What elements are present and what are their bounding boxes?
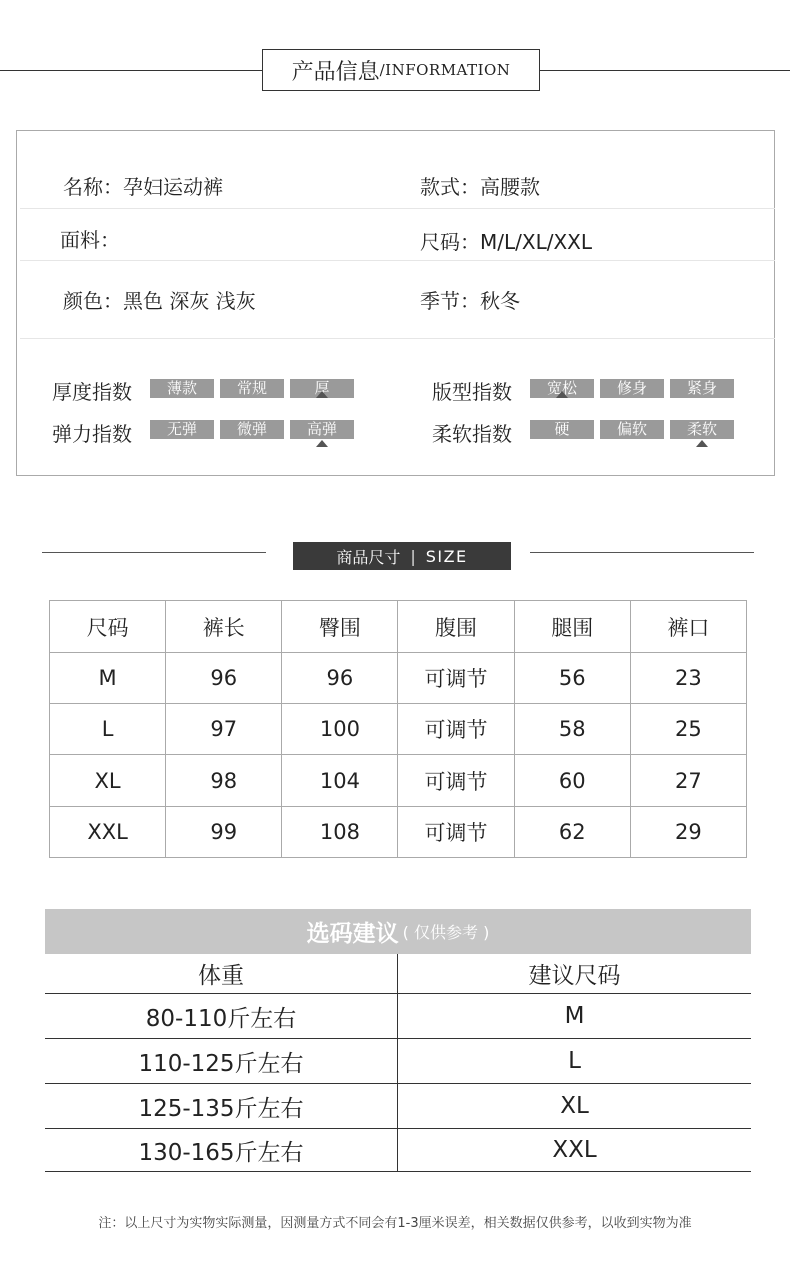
tag-fit-loose: 宽松 [530, 379, 594, 398]
table-cell: M [50, 653, 166, 704]
tag-softness-soft: 柔软 [670, 420, 734, 439]
table-cell: L [50, 704, 166, 755]
table-cell: 96 [282, 653, 398, 704]
size-title-separator: | [410, 546, 416, 566]
table-cell: 可调节 [398, 807, 514, 858]
rec-row [45, 1084, 751, 1129]
tag-elasticity-slight: 微弹 [220, 420, 284, 439]
rec-weight-cell: 110-125斤左右 [138, 1050, 304, 1077]
selected-indicator-icon [316, 391, 328, 398]
tag-elasticity-high: 高弹 [290, 420, 354, 439]
table-cell: 99 [166, 807, 282, 858]
field-size: 尺码：M/L/XL/XXL [420, 230, 593, 254]
rec-weight-cell: 80-110斤左右 [145, 1005, 297, 1032]
rec-column-divider [397, 954, 398, 1172]
size-section-title [293, 542, 511, 570]
rec-size-cell: XL [560, 1093, 589, 1119]
table-row [50, 653, 747, 704]
table-cell: 100 [282, 704, 398, 755]
table-cell: 98 [166, 755, 282, 807]
size-title-en: SIZE [425, 546, 468, 566]
field-fabric: 面料： [60, 228, 120, 252]
product-info-title-en: /INFORMATION [379, 61, 511, 79]
table-cell: XL [50, 755, 166, 807]
table-cell: 60 [514, 755, 630, 807]
table-cell: 97 [166, 704, 282, 755]
tag-softness-hard: 硬 [530, 420, 594, 439]
recommendation-title: 选码建议 [306, 921, 399, 947]
info-row-divider [20, 338, 775, 339]
tag-thickness-normal: 常规 [220, 379, 284, 398]
table-header-cell: 裤长 [166, 601, 282, 653]
rec-size-cell: L [568, 1048, 581, 1074]
table-cell: 23 [630, 653, 746, 704]
selected-indicator-icon [696, 440, 708, 447]
tag-elasticity-none: 无弹 [150, 420, 214, 439]
table-cell: 104 [282, 755, 398, 807]
index-label-softness: 柔软指数 [432, 422, 512, 446]
table-header-cell: 腿围 [514, 601, 630, 653]
index-label-fit: 版型指数 [432, 380, 512, 404]
field-color: 颜色：黑色 深灰 浅灰 [63, 289, 256, 313]
table-header-cell: 臀围 [282, 601, 398, 653]
size-rule-right [530, 552, 754, 553]
rec-row [45, 1129, 751, 1172]
index-label-elasticity: 弹力指数 [52, 422, 132, 446]
rec-header-size: 建议尺码 [528, 963, 621, 989]
table-header-cell: 尺码 [50, 601, 166, 653]
table-cell: 可调节 [398, 755, 514, 807]
rec-header-row [45, 954, 751, 994]
table-cell: 108 [282, 807, 398, 858]
table-cell: 62 [514, 807, 630, 858]
index-label-thickness: 厚度指数 [52, 380, 132, 404]
rec-size-cell: M [564, 1003, 585, 1029]
rec-size-cell: XXL [552, 1137, 597, 1163]
tag-thickness-thin: 薄款 [150, 379, 214, 398]
header-rule-left [0, 70, 262, 71]
table-row [50, 704, 747, 755]
field-name: 名称：孕妇运动裤 [63, 175, 223, 199]
rec-weight-cell: 130-165斤左右 [138, 1139, 304, 1166]
size-table [49, 600, 747, 858]
tag-thickness-thick: 厚 [290, 379, 354, 398]
product-info-title [262, 49, 540, 91]
table-cell: 可调节 [398, 704, 514, 755]
footnote: 注：以上尺寸为实物实际测量，因测量方式不同会有1-3厘米误差，相关数据仅供参考，以收到实物为准 [98, 1216, 692, 1231]
size-title-cn: 商品尺寸 [336, 547, 401, 567]
table-cell: 29 [630, 807, 746, 858]
table-cell: 可调节 [398, 653, 514, 704]
rec-row [45, 994, 751, 1039]
table-cell: 27 [630, 755, 746, 807]
rec-row [45, 1039, 751, 1084]
table-cell: 56 [514, 653, 630, 704]
size-rule-left [42, 552, 266, 553]
table-header-cell: 腹围 [398, 601, 514, 653]
info-row-divider [20, 208, 775, 209]
selected-indicator-icon [316, 440, 328, 447]
product-info-title-cn: 产品信息 [291, 59, 380, 85]
table-cell: 58 [514, 704, 630, 755]
field-season: 季节：秋冬 [420, 289, 520, 313]
tag-softness-semisoft: 偏软 [600, 420, 664, 439]
rec-header-weight: 体重 [198, 963, 244, 989]
tag-fit-tight: 紧身 [670, 379, 734, 398]
recommendation-header [45, 909, 751, 954]
table-header-row [50, 601, 747, 653]
recommendation-subtitle: ( 仅供参考 ) [402, 923, 490, 942]
info-row-divider [20, 260, 775, 261]
rec-weight-cell: 125-135斤左右 [138, 1095, 304, 1122]
table-cell: 96 [166, 653, 282, 704]
table-cell: 25 [630, 704, 746, 755]
table-header-cell: 裤口 [630, 601, 746, 653]
selected-indicator-icon [556, 391, 568, 398]
table-row [50, 755, 747, 807]
table-cell: XXL [50, 807, 166, 858]
field-style: 款式：高腰款 [420, 175, 540, 199]
table-row [50, 807, 747, 858]
header-rule-right [540, 70, 790, 71]
tag-fit-slim: 修身 [600, 379, 664, 398]
